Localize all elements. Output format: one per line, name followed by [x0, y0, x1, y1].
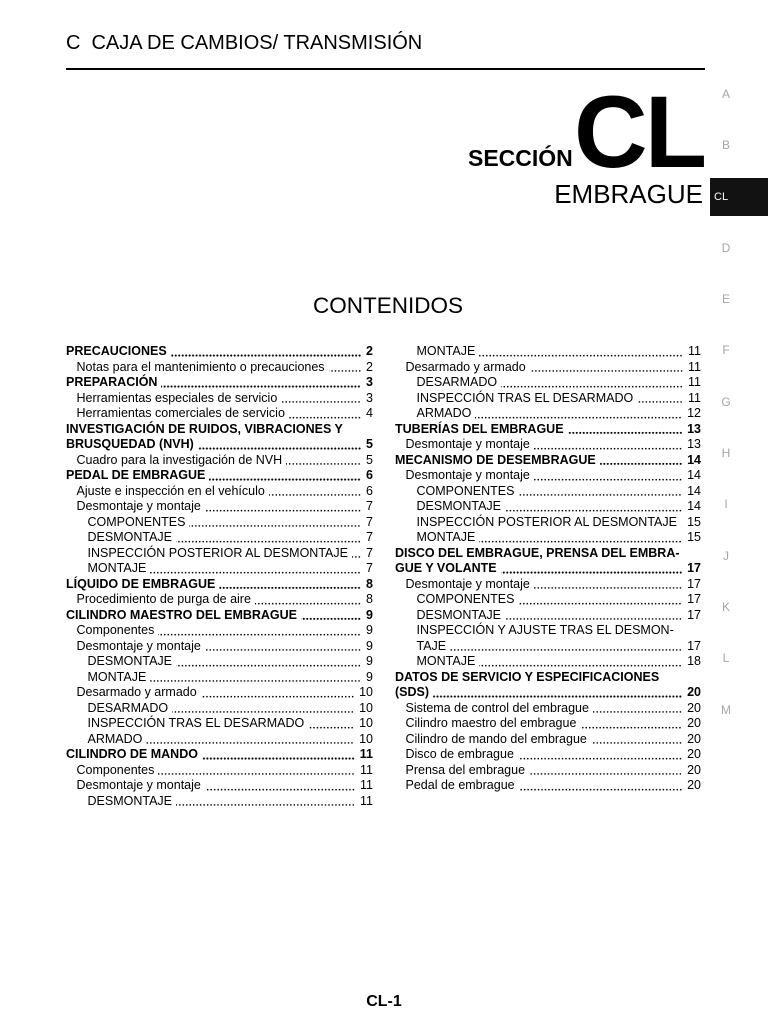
toc-entry-page: 9	[366, 623, 373, 637]
toc-entry-page: 8	[366, 592, 373, 606]
toc-entry-page: 14	[687, 452, 701, 467]
leader-dots	[219, 577, 361, 593]
leader-dots	[205, 778, 355, 794]
toc-entry-line	[395, 685, 701, 701]
toc-entry-title: INSPECCIÓN TRAS EL DESARMADO	[87, 716, 305, 730]
toc-entry	[395, 763, 701, 779]
toc-entry-page: 7	[366, 545, 373, 560]
leader-dots	[150, 670, 361, 686]
section-index-tab-label: L	[722, 651, 730, 666]
leader-dots	[301, 608, 361, 624]
section-index-tab-label: E	[721, 292, 730, 307]
toc-entry-page: 14	[687, 468, 701, 482]
leader-dots	[580, 716, 682, 732]
toc-entry-title: DISCO DEL EMBRAGUE, PRENSA DEL EMBRA-	[395, 545, 680, 560]
toc-entry-page: 5	[366, 452, 373, 467]
leader-dots	[505, 499, 682, 515]
toc-entry-title: MECANISMO DE DESEMBRAGUE	[395, 452, 596, 467]
leader-dots	[600, 453, 682, 469]
section-index-tab-label: G	[721, 394, 731, 409]
toc-entry	[66, 670, 373, 686]
section-index-tab-label: A	[721, 86, 730, 101]
toc-entry-title: Herramientas especiales de servicio	[76, 390, 278, 405]
leader-dots	[505, 608, 682, 624]
toc-entry-title: Componentes	[76, 623, 155, 637]
toc-entry-line	[395, 546, 701, 562]
leader-dots	[201, 685, 354, 701]
toc-entry-page: 17	[687, 592, 701, 606]
leader-dots	[269, 484, 361, 500]
leader-dots	[150, 561, 361, 577]
toc-entry	[66, 639, 373, 655]
section-index-tab-label: F	[722, 343, 730, 358]
toc-entry-page: 13	[687, 421, 701, 436]
section-name: EMBRAGUE	[554, 179, 703, 209]
leader-dots	[534, 577, 682, 593]
toc-entry	[395, 406, 701, 422]
toc-entry	[66, 468, 373, 484]
section-index-tab	[710, 427, 768, 478]
toc-entry-title: Desarmado y armado	[405, 359, 526, 374]
leader-dots	[329, 360, 361, 376]
section-index-tab-label: H	[721, 446, 731, 461]
section-index-tabs	[710, 68, 768, 735]
toc-entry-title: GUE Y VOLANTE	[395, 561, 497, 575]
toc-entry-title: (SDS)	[395, 685, 430, 699]
toc-entry	[395, 515, 701, 531]
running-header	[66, 33, 422, 53]
leader-dots	[171, 344, 361, 360]
toc-entry-title: DESARMADO	[416, 375, 498, 389]
toc-entry	[395, 716, 701, 732]
contents-heading: CONTENIDOS	[313, 293, 464, 318]
toc-entry-page: 11	[688, 359, 701, 374]
leader-dots	[450, 639, 682, 655]
leader-dots	[205, 499, 361, 515]
toc-entry-title: COMPONENTES	[416, 592, 515, 606]
toc-entry-page: 6	[366, 483, 373, 498]
section-index-tab-label: B	[721, 138, 730, 153]
toc-entry-page: 2	[366, 344, 373, 358]
section-index-tab	[710, 222, 768, 273]
toc-entry	[395, 391, 701, 407]
toc-column-right	[395, 344, 701, 794]
section-index-tab	[710, 171, 768, 222]
section-index-tab-label: K	[721, 599, 730, 614]
leader-dots	[479, 654, 682, 670]
toc-entry	[66, 360, 373, 376]
section-index-tab-label: CL	[710, 178, 768, 216]
leader-dots	[534, 437, 682, 453]
leader-dots	[205, 639, 361, 655]
section-index-tab	[710, 633, 768, 684]
toc-entry-title: Pedal de embrague	[405, 778, 515, 792]
toc-entry-page: 11	[359, 747, 373, 761]
toc-entry-page: 8	[366, 576, 373, 591]
leader-dots	[172, 701, 354, 717]
toc-entry-title: Ajuste e inspección en el vehículo	[76, 483, 265, 498]
toc-entry	[66, 778, 373, 794]
toc-entry-page: 17	[687, 576, 701, 591]
toc-entry-line	[395, 670, 701, 686]
leader-dots	[681, 515, 682, 531]
toc-entry-title: LÍQUIDO DE EMBRAGUE	[66, 576, 216, 591]
leader-dots	[146, 732, 354, 748]
toc-entry-title: TAJE	[416, 638, 447, 653]
toc-entry-page: 3	[366, 375, 373, 389]
toc-entry-page: 7	[366, 561, 373, 575]
toc-entry	[395, 530, 701, 546]
toc-entry	[66, 515, 373, 531]
section-index-tab	[710, 376, 768, 427]
toc-entry-title: Disco de embrague	[405, 747, 514, 761]
leader-dots	[433, 685, 682, 701]
toc-entry-page: 14	[687, 499, 701, 513]
leader-dots	[289, 406, 361, 422]
toc-entry-page: 11	[360, 778, 373, 792]
toc-entry-title: Componentes	[76, 762, 155, 777]
leader-dots	[286, 453, 361, 469]
section-index-tab	[710, 68, 768, 119]
toc-entry-title: Sistema de control del embrague	[405, 700, 589, 715]
toc-entry-page: 14	[687, 483, 701, 498]
toc-entry	[66, 546, 373, 562]
leader-dots	[593, 701, 682, 717]
toc-entry-title: Desarmado y armado	[76, 685, 197, 699]
toc-entry-page: 3	[366, 390, 373, 405]
leader-dots	[501, 561, 682, 577]
toc-entry	[66, 484, 373, 500]
toc-entry	[395, 422, 701, 438]
toc-entry-page: 2	[366, 359, 373, 374]
toc-entry	[395, 747, 701, 763]
leader-dots	[158, 623, 361, 639]
toc-entry	[66, 375, 373, 391]
toc-entry	[66, 794, 373, 810]
toc-entry-title: Desmontaje y montaje	[405, 576, 530, 591]
toc-entry-page: 7	[366, 514, 373, 529]
toc-entry	[66, 592, 373, 608]
toc-entry-page: 7	[366, 499, 373, 513]
toc-entry-title: COMPONENTES	[416, 483, 515, 498]
toc-entry-page: 20	[687, 731, 701, 746]
toc-entry-title: BRUSQUEDAD (NVH)	[66, 437, 194, 451]
toc-entry	[395, 484, 701, 500]
leader-dots	[189, 515, 361, 531]
leader-dots	[637, 391, 683, 407]
toc-entry-page: 10	[359, 700, 373, 715]
toc-entry-title: DESMONTAJE	[87, 530, 172, 544]
leader-dots	[209, 468, 361, 484]
section-index-tab	[710, 274, 768, 325]
toc-entry-title: CILINDRO DE MANDO	[66, 747, 198, 761]
toc-entry-page: 11	[688, 375, 701, 389]
leader-dots	[529, 763, 682, 779]
leader-dots	[202, 747, 355, 763]
toc-entry	[66, 499, 373, 515]
toc-entry-title: TUBERÍAS DEL EMBRAGUE	[395, 421, 564, 436]
toc-entry-page: 5	[366, 437, 373, 451]
toc-entry-title: DESMONTAJE	[416, 607, 501, 622]
toc-entry-title: MONTAJE	[87, 669, 147, 684]
toc-entry-page: 11	[360, 793, 373, 808]
toc-entry-page: 17	[687, 561, 701, 575]
toc-entry-title: INVESTIGACIÓN DE RUIDOS, VIBRACIONES Y	[66, 421, 343, 436]
toc-entry-page: 17	[687, 638, 701, 653]
leader-dots	[255, 592, 361, 608]
toc-entry	[395, 499, 701, 515]
toc-entry	[66, 577, 373, 593]
toc-entry	[395, 778, 701, 794]
toc-entry-title: CILINDRO MAESTRO DEL EMBRAGUE	[66, 607, 298, 622]
toc-entry-page: 9	[366, 654, 373, 668]
toc-entry	[66, 391, 373, 407]
toc-entry-page: 15	[687, 514, 701, 529]
toc-entry-title: MONTAJE	[416, 654, 476, 668]
section-index-tab-label: I	[724, 497, 728, 512]
toc-entry-title: MONTAJE	[416, 344, 476, 358]
leader-dots	[591, 732, 682, 748]
toc-entry-page: 7	[366, 530, 373, 544]
toc-entry	[395, 453, 701, 469]
leader-dots	[308, 716, 354, 732]
toc-entry-page: 11	[688, 390, 701, 405]
toc-entry-title: INSPECCIÓN POSTERIOR AL DESMONTAJE	[87, 545, 348, 560]
toc-entry-page: 10	[359, 731, 373, 746]
leader-dots	[479, 344, 683, 360]
toc-entry	[66, 530, 373, 546]
toc-entry-title: INSPECCIÓN Y AJUSTE TRAS EL DESMON-	[416, 623, 674, 637]
toc-entry-title: DESMONTAJE	[87, 793, 172, 808]
toc-entry-page: 17	[687, 607, 701, 622]
leader-dots	[519, 778, 682, 794]
toc-entry-title: MONTAJE	[87, 561, 147, 575]
leader-dots	[479, 530, 682, 546]
toc-entry	[66, 406, 373, 422]
toc-entry-page: 9	[366, 638, 373, 653]
toc-entry-title: ARMADO	[416, 406, 472, 420]
toc-entry-title: Cilindro de mando del embrague	[405, 731, 587, 746]
toc-entry	[66, 732, 373, 748]
section-index-tab	[710, 530, 768, 581]
leader-dots	[530, 360, 683, 376]
toc-entry-line	[395, 623, 701, 639]
toc-entry-page: 10	[359, 685, 373, 699]
toc-entry	[66, 685, 373, 701]
toc-entry-title: ARMADO	[87, 731, 143, 746]
toc-entry	[66, 716, 373, 732]
toc-entry-title: DESMONTAJE	[416, 499, 501, 513]
toc-entry-page: 20	[687, 778, 701, 792]
leader-dots	[518, 592, 682, 608]
toc-entry	[395, 375, 701, 391]
toc-entry-line	[395, 561, 701, 577]
toc-entry	[66, 608, 373, 624]
toc-entry-line	[66, 422, 373, 438]
leader-dots	[518, 747, 682, 763]
toc-entry-page: 20	[687, 700, 701, 715]
toc-entry	[395, 577, 701, 593]
toc-entry-title: INSPECCIÓN POSTERIOR AL DESMONTAJE	[416, 514, 677, 529]
toc-entry-title: DESARMADO	[87, 700, 169, 715]
toc-entry-title: Notas para el mantenimiento o precauciones	[76, 359, 325, 374]
section-label: SECCIÓN	[468, 145, 573, 171]
toc-entry-title: PREPARACIÓN	[66, 375, 158, 389]
toc-entry-line	[395, 639, 701, 655]
leader-dots	[475, 406, 682, 422]
leader-dots	[158, 763, 355, 779]
toc-entry-title: Desmontaje y montaje	[405, 468, 530, 482]
toc-column-left	[66, 344, 373, 809]
toc-entry	[395, 608, 701, 624]
toc-entry-page: 6	[366, 468, 373, 482]
leader-dots	[568, 422, 683, 438]
toc-entry-page: 20	[687, 716, 701, 730]
toc-entry-title: DESMONTAJE	[87, 654, 172, 668]
toc-entry	[395, 437, 701, 453]
toc-entry-title: Desmontaje y montaje	[76, 778, 201, 792]
toc-entry-title: Cilindro maestro del embrague	[405, 716, 577, 730]
toc-entry	[395, 701, 701, 717]
toc-entry	[395, 360, 701, 376]
toc-entry	[66, 344, 373, 360]
toc-entry-page: 15	[687, 530, 701, 544]
leader-dots	[176, 530, 361, 546]
toc-entry-title: COMPONENTES	[87, 514, 186, 529]
toc-entry-page: 10	[359, 716, 373, 730]
toc-entry	[66, 453, 373, 469]
section-index-tab	[710, 479, 768, 530]
toc-entry-page: 12	[687, 406, 701, 420]
toc-entry	[395, 654, 701, 670]
section-index-tab	[710, 684, 768, 735]
toc-entry	[66, 561, 373, 577]
toc-entry-page: 4	[366, 406, 373, 420]
toc-entry-line	[66, 437, 373, 453]
toc-entry-page: 9	[366, 669, 373, 684]
section-index-tab-label: M	[721, 702, 731, 717]
toc-entry-page: 20	[687, 685, 701, 699]
toc-entry	[66, 701, 373, 717]
toc-entry-title: Desmontaje y montaje	[76, 638, 201, 653]
toc-entry-page: 20	[687, 762, 701, 777]
toc-entry	[395, 732, 701, 748]
toc-entry-page: 18	[687, 654, 701, 668]
chapter-title: CAJA DE CAMBIOS/ TRANSMISIÓN	[91, 32, 423, 54]
section-index-tab	[710, 325, 768, 376]
toc-entry-title: DATOS DE SERVICIO Y ESPECIFICACIONES	[395, 669, 660, 684]
section-index-tab-label: D	[721, 240, 731, 255]
toc-entry-title: Cuadro para la investigación de NVH	[76, 452, 283, 467]
toc-entry-title: Desmontaje y montaje	[76, 499, 201, 513]
section-index-tab	[710, 581, 768, 632]
toc-entry-title: Procedimiento de purga de aire	[76, 592, 251, 606]
toc-entry-title: Herramientas comerciales de servicio	[76, 406, 285, 420]
toc-entry	[66, 654, 373, 670]
toc-entry-title: PRECAUCIONES	[66, 344, 167, 358]
toc-entry-page: 11	[688, 344, 701, 358]
leader-dots	[176, 654, 361, 670]
toc-entry	[66, 763, 373, 779]
section-index-tab-label: J	[723, 548, 729, 563]
leader-dots	[501, 375, 683, 391]
toc-entry-page: 11	[360, 762, 373, 777]
toc-entry	[66, 623, 373, 639]
toc-entry-title: PEDAL DE EMBRAGUE	[66, 468, 206, 482]
leader-dots	[176, 794, 355, 810]
toc-entry	[395, 468, 701, 484]
toc-entry-title: INSPECCIÓN TRAS EL DESARMADO	[416, 390, 634, 405]
leader-dots	[534, 468, 682, 484]
leader-dots	[161, 375, 361, 391]
leader-dots	[518, 484, 682, 500]
leader-dots	[352, 546, 361, 562]
header-rule	[66, 68, 705, 70]
chapter-letter: C	[66, 32, 81, 54]
toc-entry	[395, 344, 701, 360]
toc-entry-title: Desmontaje y montaje	[405, 437, 530, 451]
page-number: CL-1	[366, 993, 402, 1010]
toc-entry	[66, 747, 373, 763]
toc-entry-title: Prensa del embrague	[405, 762, 526, 777]
leader-dots	[281, 391, 361, 407]
leader-dots	[198, 437, 361, 453]
section-code: CL	[574, 75, 704, 189]
toc-entry-page: 13	[687, 437, 701, 451]
toc-entry-page: 9	[366, 607, 373, 622]
toc-entry	[395, 592, 701, 608]
section-index-tab	[710, 120, 768, 171]
toc-entry-title: MONTAJE	[416, 530, 476, 544]
toc-entry-page: 20	[687, 747, 701, 761]
